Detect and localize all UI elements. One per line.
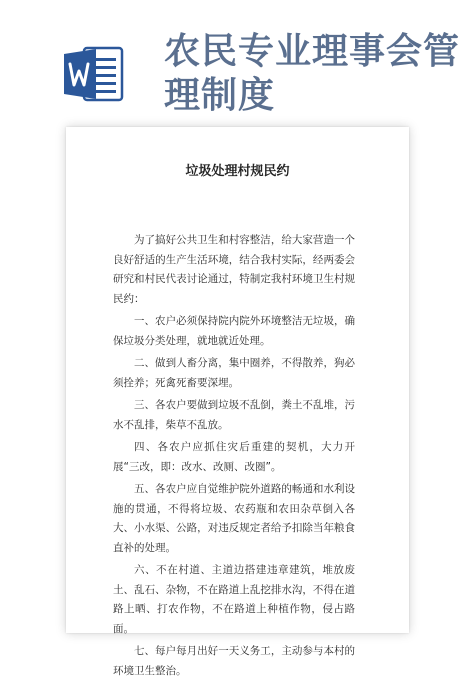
paragraph-2: 二、做到人畜分离，集中圈养，不得散养，狗必须拴养；死禽死畜要深埋。 bbox=[113, 357, 355, 389]
paragraph-1: 一、农户必须保持院内院外环境整洁无垃圾，确保垃圾分类处理，就地就近处理。 bbox=[113, 315, 355, 347]
banner bbox=[0, 0, 474, 120]
document-title: 垃圾处理村规民约 bbox=[185, 164, 290, 179]
document-body bbox=[113, 231, 355, 681]
paragraph-6: 六、不在村道、主道边搭建违章建筑，堆放废土、乱石、杂物，不在路道上乱挖排水沟，不得在道路上晒、打农作物，不在路道上种植作物，侵占路面。 bbox=[113, 564, 355, 635]
paragraph-3: 三、各农户要做到垃圾不乱倒，粪土不乱堆，污水不乱排，柴草不乱放。 bbox=[113, 399, 355, 431]
document-page bbox=[66, 127, 409, 677]
paragraph-5: 五、各农户应自觉维护院外道路的畅通和水利设施的贯通，不得将垃圾、农药瓶和农田杂草倒入各大、小水渠、公路，对违反规定者给予扣除当年粮食直补的处理。 bbox=[113, 483, 355, 554]
paragraph-intro: 为了搞好公共卫生和村容整洁，给大家营造一个良好舒适的生产生活环境，结合我村实际，经两委会研究和村民代表讨论通过，特制定我村环境卫生村规民约： bbox=[113, 234, 355, 305]
paragraph-4: 四、各农户应抓住灾后重建的契机，大力开展“三改，即：改水、改厕、改圈”。 bbox=[113, 441, 355, 473]
paragraph-7: 七、每户每月出好一天义务工，主动参与本村的环境卫生整治。 bbox=[113, 645, 355, 677]
banner-title: 农民专业理事会管理制度 bbox=[164, 31, 461, 116]
word-document-icon bbox=[62, 42, 126, 106]
